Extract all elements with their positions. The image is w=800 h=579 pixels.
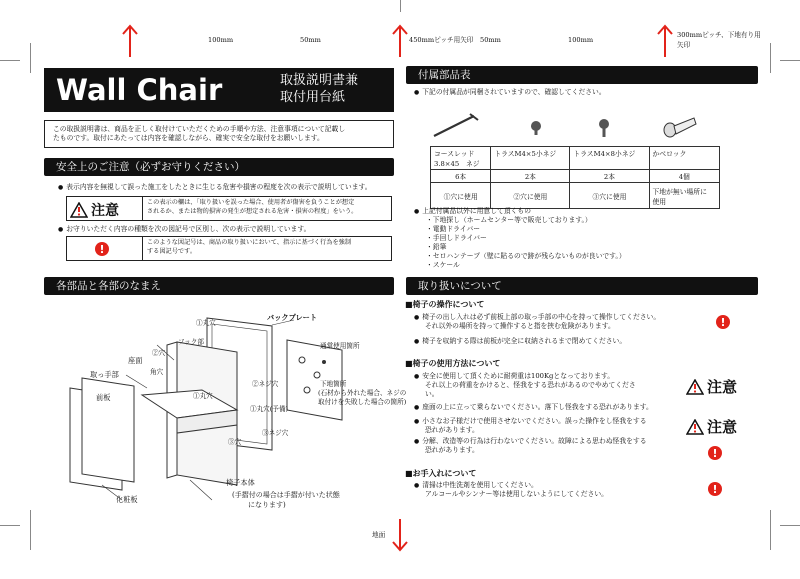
label-hole: ③ネジ穴 — [262, 429, 289, 437]
tool-item: ・下地探し（ホームセンター等で販売しております。） — [426, 216, 592, 224]
screw-m4x5-icon — [528, 120, 544, 136]
table-cell: ①穴に使用 — [431, 183, 491, 209]
caution-mark — [70, 200, 119, 220]
table-cell: 6本 — [431, 170, 491, 183]
warning-triangle-icon — [70, 202, 88, 218]
tool-item: ・電動ドライバー — [426, 225, 481, 233]
crop-mark — [400, 0, 401, 12]
safety-note: ● お守りいただく内容の種類を次の図記号で区別し、次の表示で説明しています。 — [58, 225, 310, 235]
use-text: 恐れがあります。 — [425, 446, 479, 454]
caution-mark — [686, 376, 737, 397]
table-row — [431, 147, 720, 170]
part-name: コースレッド — [434, 150, 475, 158]
caution-label: 注意 — [91, 203, 119, 219]
part-name: トラスM4×8小ネジ — [573, 150, 636, 158]
label-front-board: 前板 — [96, 393, 111, 402]
tools-intro: ● 上記付属品以外に用意して頂くもの — [414, 207, 531, 217]
label-hole: ①丸穴 — [193, 392, 213, 400]
safety-header — [44, 158, 394, 176]
caution-label: 注意 — [707, 378, 738, 396]
accessories-header — [406, 66, 758, 84]
measure-label: 地面 — [372, 531, 386, 539]
part-name: かべロック — [652, 150, 687, 158]
down-arrow-icon — [391, 518, 409, 552]
crop-mark — [770, 43, 771, 73]
product-title: Wall Chair — [56, 73, 223, 107]
tool-item: ・手回しドライバー — [426, 234, 487, 242]
measure-label: 450mmピッチ用矢印 — [409, 36, 474, 44]
label-decor: 化粧板 — [116, 495, 138, 504]
label-backplate: バックプレート — [267, 313, 318, 322]
intro-box — [44, 120, 394, 148]
label-body-note: (手摺付の場合は手摺が付いた状態 — [232, 491, 340, 499]
accessories-table — [430, 146, 720, 209]
doc-type-1: 取扱説明書兼 — [280, 73, 359, 88]
table-cell: 2本 — [570, 170, 649, 183]
tool-item: ・セロハンテープ（壁に貼るので跡が残らないものが良いです。） — [426, 252, 626, 260]
label-seat: 座面 — [128, 356, 143, 365]
warning-box — [66, 196, 392, 221]
doc-type-2: 取付用台紙 — [280, 90, 346, 105]
use-text: 恐れがあります。 — [425, 426, 479, 434]
intro-line: この取扱説明書は、商品を正しく取付けていただくための手順や方法、注意事項について記載し — [53, 125, 346, 133]
mandatory-text: このような図記号は、商品の取り扱いにおいて、指示に基づく行為を強制 — [147, 239, 352, 246]
use-text: ● 安全に使用して頂くために耐荷重は100Kgとなっております。 — [414, 372, 614, 382]
table-cell — [649, 147, 719, 170]
label-hole: ②ネジ穴 — [252, 380, 279, 388]
table-cell: 2本 — [491, 170, 570, 183]
mandatory-text: する図記号です。 — [147, 248, 197, 255]
screw-coarse-icon — [430, 112, 480, 140]
measure-label: 100mm — [208, 36, 234, 44]
care-text: ● 清掃は中性洗剤を使用してください。 — [414, 481, 538, 491]
use-line: 下地が無い場所に — [652, 187, 707, 196]
accessories-note: ● 下記の付属品が同梱されていますので、確認してください。 — [414, 88, 606, 98]
label-hole: ①丸穴 — [196, 319, 216, 327]
table-cell — [649, 183, 719, 209]
use-line: 使用 — [652, 197, 667, 206]
warning-triangle-icon — [686, 379, 704, 395]
table-cell — [431, 147, 491, 170]
section-title: 安全上のご注意（必ずお守りください） — [56, 161, 245, 173]
measure-label: 100mm — [568, 36, 594, 44]
use-title: ■椅子の使用方法について — [405, 358, 501, 368]
section-title: 付属部品表 — [418, 69, 471, 81]
section-title: 取り扱いについて — [418, 280, 502, 292]
crop-mark — [0, 60, 20, 61]
up-arrow-icon — [121, 24, 139, 58]
label-usage: 取付けを失敗した場合の箇所) — [318, 398, 407, 406]
op-text: それ以外の場所を持って操作すると指を挟む危険があります。 — [425, 322, 615, 330]
table-cell: 4個 — [649, 170, 719, 183]
op-text: ● 椅子の出し入れは必ず前板上部の取っ手部の中心を持って操作してください。 — [414, 313, 660, 323]
caution-label: 注意 — [707, 418, 738, 436]
part-name: トラスM4×5小ネジ — [494, 150, 557, 158]
label-usage: (石材から外れた場合、ネジの — [318, 389, 407, 397]
op-title: ■椅子の操作について — [405, 299, 485, 309]
parts-header — [44, 277, 394, 295]
label-angle-hole: 角穴 — [150, 368, 164, 376]
screw-m4x8-icon — [596, 118, 612, 138]
table-cell — [570, 147, 649, 170]
warning-triangle-icon — [686, 419, 704, 435]
label-usage: 下地箇所 — [320, 380, 347, 388]
measure-label: 矢印 — [677, 41, 691, 49]
measure-label: 50mm — [480, 36, 501, 44]
mandatory-icon: ! — [95, 242, 109, 256]
crop-mark — [780, 60, 800, 61]
table-cell — [491, 147, 570, 170]
up-arrow-icon — [656, 24, 674, 58]
table-cell: ②穴に使用 — [491, 183, 570, 209]
label-hook: フック部 — [178, 338, 204, 346]
table-cell: ③穴に使用 — [570, 183, 649, 209]
measure-label: 50mm — [300, 36, 321, 44]
label-body-note: になります) — [248, 501, 286, 509]
caution-mark — [686, 416, 737, 437]
mandatory-icon: ! — [708, 482, 722, 496]
label-body: 椅子本体 — [226, 478, 255, 487]
tool-item: ・鉛筆 — [426, 243, 447, 251]
up-arrow-icon — [391, 24, 409, 58]
mandatory-icon: ! — [708, 446, 722, 460]
use-text: ● 小さなお子様だけで使用させないでください。誤った操作をし怪我をする — [414, 417, 647, 427]
use-text: い。 — [425, 390, 439, 398]
use-text: ● 座面の上に立って乗らないでください。落下し怪我をする恐れがあります。 — [414, 403, 653, 413]
label-hole: ①丸穴(予備) — [250, 405, 289, 413]
crop-mark — [30, 510, 31, 550]
care-text: アルコールやシンナー等は使用しないようにしてください。 — [425, 490, 608, 498]
crop-mark — [770, 510, 771, 550]
crop-mark — [0, 525, 20, 526]
label-usage: 通常使用箇所 — [320, 342, 360, 350]
label-hole: ③穴 — [228, 438, 242, 446]
intro-line: たものです。取付にあたっては内容を確認しながら、確実で安全な取付をお願いします。 — [53, 134, 324, 142]
care-title: ■お手入れについて — [405, 468, 477, 478]
title-banner — [44, 68, 394, 112]
label-handle: 取っ手部 — [90, 370, 119, 379]
measure-label: 300mmピッチ、下地有り用 — [677, 31, 761, 39]
safety-note: ● 表示内容を無視して誤った施工をしたときに生じる危害や損害の程度を次の表示で説明しています。 — [58, 183, 372, 193]
warning-text: この表示の欄は、「取り扱いを誤った場合、使用者が傷害を負うことが想定 — [147, 199, 355, 206]
use-text: それ以上の荷重をかけると、怪我をする恐れがあるのでやめてくださ — [425, 381, 636, 389]
table-row — [431, 170, 720, 183]
tool-item: ・スケール — [426, 261, 460, 269]
op-text: ● 椅子を収納する際は前板が完全に収納されるまで閉めてください。 — [414, 337, 626, 347]
table-row — [431, 183, 720, 209]
label-hole: ②穴 — [152, 349, 166, 357]
warning-text: されるか、または物的損害の発生が想定される危害・損害の程度」をいう。 — [147, 208, 358, 215]
handling-header — [406, 277, 758, 295]
wall-anchor-icon — [660, 110, 700, 140]
use-text: ● 分解、改造等の行為は行わないでください。故障による思わぬ怪我をする — [414, 437, 647, 447]
part-spec: 3.8×45 ネジ — [434, 160, 480, 168]
crop-mark — [30, 43, 31, 73]
section-title: 各部品と各部のなまえ — [56, 280, 161, 292]
mandatory-icon: ! — [716, 315, 730, 329]
crop-mark — [780, 525, 800, 526]
prohibit-box — [66, 236, 392, 261]
